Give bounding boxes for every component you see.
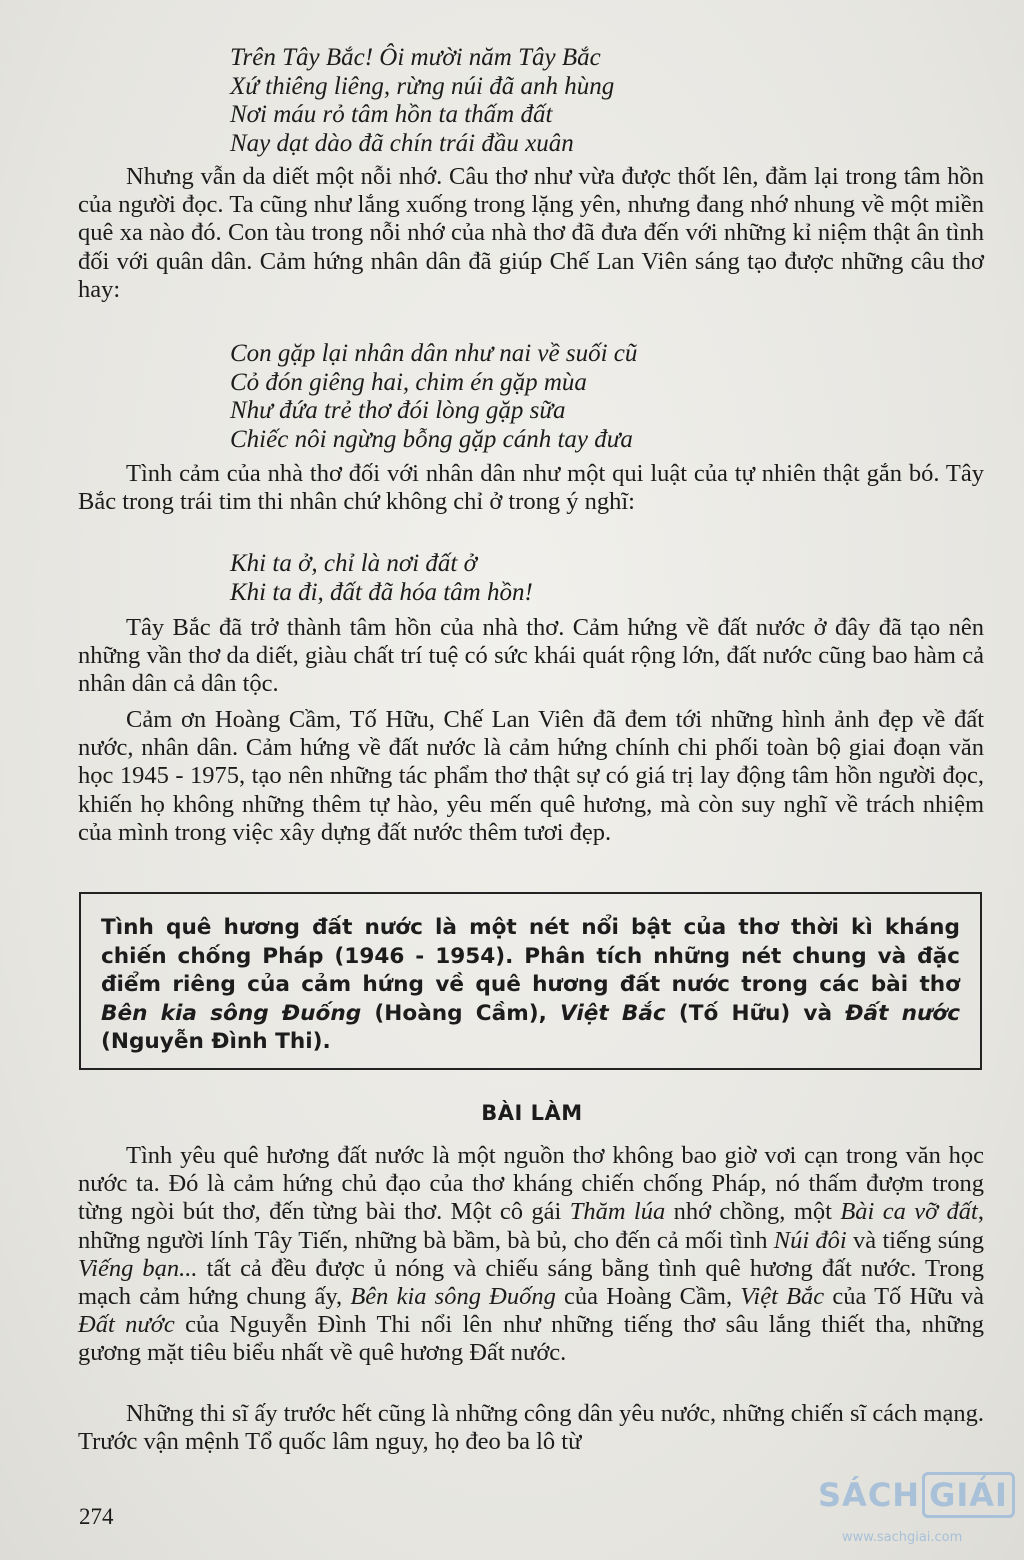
poem-excerpt-dat-o xyxy=(230,550,533,607)
work-title: Đất nước xyxy=(845,1000,961,1026)
work-title: Bên kia sông Đuống xyxy=(350,1283,556,1311)
work-title: Núi đôi xyxy=(773,1226,847,1254)
poem-excerpt-tay-bac xyxy=(230,44,614,158)
section-heading: BÀI LÀM xyxy=(481,1101,583,1125)
work-title: Việt Bắc xyxy=(740,1283,825,1311)
poem-excerpt-nhan-dan xyxy=(230,340,637,454)
poem-line: Con gặp lại nhân dân như nai về suối cũ xyxy=(230,340,638,367)
paragraph: Những thi sĩ ấy trước hết cũng là những công dân yêu nước, những chiến sĩ cách mạng. Trước vận mệnh Tổ quốc lâm nguy, họ đeo ba lô từ xyxy=(78,1400,984,1456)
poem-line: Như đứa trẻ thơ đói lòng gặp sữa xyxy=(230,397,566,424)
paragraph: Tình yêu quê hương đất nước là một nguồn thơ không bao giờ vơi cạn trong văn học nước ta. Đó là cảm hứng chủ đạo của thơ kháng chiến chống Pháp, nó thấm đượm trong từng ngòi bút thơ, đến từng bài thơ. Một cô gái Thăm lúa nhớ chồng, một Bài ca vỡ đất, những người lính Tây Tiến, những bà bầm, bà bủ, cho đến cả mối tình Núi đôi và tiếng súng Viếng bạn... tất cả đều được ủ nóng và chiếu sáng bằng tình quê hương đất nước. Trong mạch cảm hứng chung ấy, Bên kia sông Đuống của Hoàng Cầm, Việt Bắc của Tố Hữu và Đất nước của Nguyễn Đình Thi nổi lên như những tiếng thơ sâu lắng thiết tha, những gương mặt tiêu biểu nhất về quê hương Đất nước. xyxy=(78,1142,985,1367)
work-title: Thăm lúa xyxy=(569,1198,666,1226)
paragraph: Nhưng vẫn da diết một nỗi nhớ. Câu thơ như vừa được thốt lên, đằm lại trong tâm hồn của người đọc. Ta cũng như lắng xuống trong lặng yên, nhưng đang nhớ nhung về một miền quê xa nào đó. Con tàu trong nỗi nhớ của nhà thơ đã đưa đến với những kỉ niệm thật ân tình đối với quân dân. Cảm hứng nhân dân đã giúp Chế Lan Viên sáng tạo được những câu thơ hay: xyxy=(78,163,984,303)
poem-line: Cỏ đón giêng hai, chim én gặp mùa xyxy=(230,368,587,396)
work-title: Bên kia sông Đuống xyxy=(101,1000,362,1026)
paragraph: Tình cảm của nhà thơ đối với nhân dân như một qui luật của tự nhiên thật gắn bó. Tây Bắc trong trái tim thi nhân chứ không chỉ ở trong ý nghĩ: xyxy=(78,460,984,516)
work-title: Đất nước xyxy=(78,1311,175,1339)
poem-line: Xứ thiêng liêng, rừng núi đã anh hùng xyxy=(230,72,615,100)
poem-line: Nơi máu rỏ tâm hồn ta thấm đất xyxy=(230,101,553,128)
poem-line: Trên Tây Bắc! Ôi mười năm Tây Bắc xyxy=(230,44,601,71)
work-title: Việt Bắc xyxy=(559,1000,666,1026)
sachgiai-logo: SÁCH GIẢI xyxy=(818,1468,1017,1522)
work-title: Viếng bạn... xyxy=(78,1254,198,1282)
watermark-url: www.sachgiai.com xyxy=(842,1530,963,1545)
poem-line: Nay dạt dào đã chín trái đầu xuân xyxy=(230,129,574,157)
poem-line: Chiếc nôi ngừng bỗng gặp cánh tay đưa xyxy=(230,425,633,453)
assignment-prompt-box: Tình quê hương đất nước là một nét nổi bật của thơ thời kì kháng chiến chống Pháp (1946 - 1954). Phân tích những nét chung và đặc điểm riêng của cảm hứng về quê hương đất nước trong các bài thơ Bên kia sông Đuống (Hoàng Cầm), Việt Bắc (Tố Hữu) và Đất nước (Nguyễn Đình Thi). xyxy=(79,892,982,1070)
poem-line: Khi ta ở, chỉ là nơi đất ở xyxy=(230,550,477,577)
page-number: 274 xyxy=(79,1504,114,1529)
poem-line: Khi ta đi, đất đã hóa tâm hồn! xyxy=(230,578,533,606)
paragraph: Cảm ơn Hoàng Cầm, Tố Hữu, Chế Lan Viên đã đem tới những hình ảnh đẹp về đất nước, nhân dân. Cảm hứng về đất nước là cảm hứng chính chi phối toàn bộ giai đoạn văn học 1945 - 1975, tạo nên những tác phẩm thơ thật sự có giá trị lay động tâm hồn người đọc, khiến họ không những thêm tự hào, yêu mến quê hương, mà còn suy nghĩ về trách nhiệm của mình trong việc xây dựng đất nước thêm tươi đẹp. xyxy=(78,706,984,846)
paragraph: Tây Bắc đã trở thành tâm hồn của nhà thơ. Cảm hứng về đất nước ở đây đã tạo nên những vần thơ da diết, giàu chất trí tuệ có sức khái quát rộng lớn, đất nước cũng bao hàm cả nhân dân cả dân tộc. xyxy=(78,614,984,698)
work-title: Bài ca vỡ đất xyxy=(840,1198,978,1226)
logo-g-box: GIẢI xyxy=(922,1472,1015,1518)
